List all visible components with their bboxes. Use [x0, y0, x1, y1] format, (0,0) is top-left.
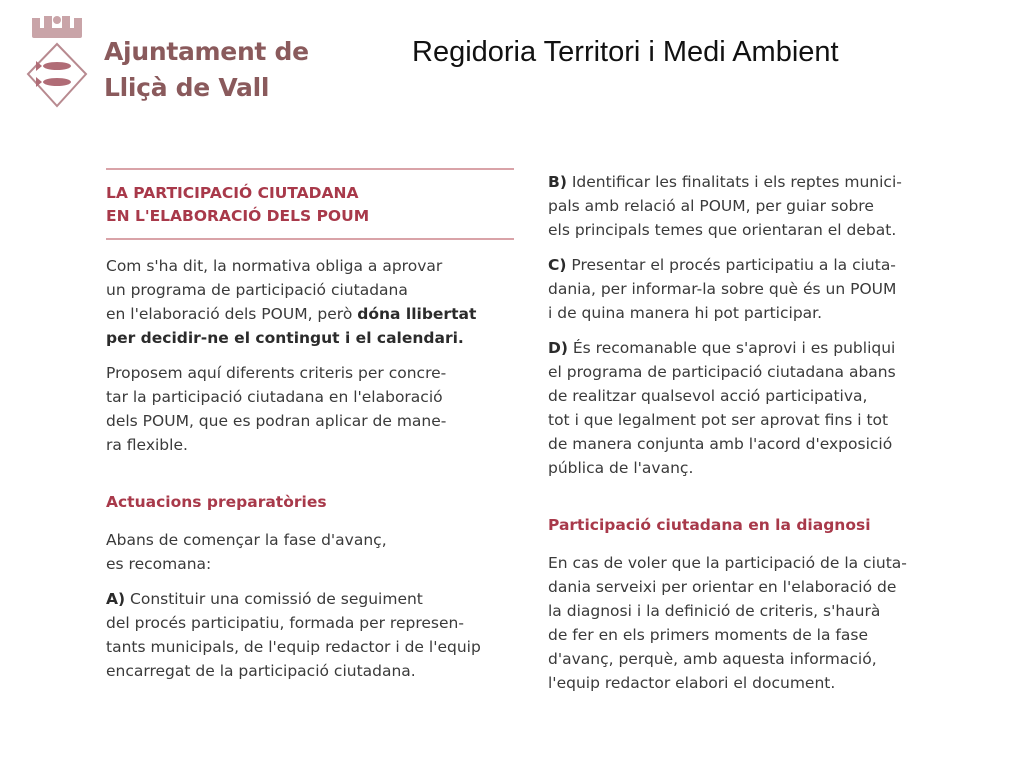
text-bold: dóna llibertat: [357, 305, 477, 323]
text-run: en l'elaboració dels POUM, però: [106, 305, 358, 323]
brand-line-1: Ajuntament de: [104, 37, 309, 66]
text-line: un programa de participació ciutadana: [106, 281, 408, 299]
text-line: de manera conjunta amb l'acord d'exposició: [548, 435, 893, 453]
paragraph-e: [548, 551, 968, 695]
heading-line-2: EN L'ELABORACIÓ DELS POUM: [106, 207, 370, 225]
top-divider: [106, 168, 514, 170]
paragraph-before: [106, 528, 516, 576]
paragraph-intro: [106, 254, 516, 350]
text-line: dania serveixi per orientar en l'elaboració de: [548, 578, 897, 596]
coat-of-arms-logo: [22, 14, 92, 114]
text-line: el programa de participació ciutadana abans: [548, 363, 896, 381]
text-line: [106, 302, 516, 326]
subheading-preparatory: Actuacions preparatòries: [106, 493, 327, 511]
text-line: Com s'ha dit, la normativa obliga a aprovar: [106, 257, 443, 275]
text-line: pública de l'avanç.: [548, 459, 694, 477]
left-column: [106, 168, 516, 694]
text-line: pals amb relació al POUM, per guiar sobre: [548, 197, 874, 215]
text-bold-line: per decidir-ne el contingut i el calendari.: [106, 329, 464, 347]
paragraph-d: [548, 336, 968, 480]
text-line: ra flexible.: [106, 436, 188, 454]
text-line: [548, 170, 968, 194]
paragraph-c: [548, 253, 968, 325]
text-line: es recomana:: [106, 555, 212, 573]
text-line: de realitzar qualsevol acció participativa,: [548, 387, 868, 405]
brand-name: [104, 34, 309, 106]
text-line: la diagnosi i la definició de criteris, s'haurà: [548, 602, 881, 620]
right-column: [548, 170, 968, 706]
text-line: tar la participació ciutadana en l'elaboració: [106, 388, 443, 406]
text-run: Constituir una comissió de seguiment: [125, 590, 423, 608]
subheading-diagnosis: Participació ciutadana en la diagnosi: [548, 516, 871, 534]
page-title: Regidoria Territori i Medi Ambient: [412, 36, 839, 68]
heading-line-1: LA PARTICIPACIÓ CIUTADANA: [106, 184, 359, 202]
text-line: [106, 587, 516, 611]
text-line: dels POUM, que es podran aplicar de mane-: [106, 412, 447, 430]
brand-line-2: Lliçà de Vall: [104, 73, 270, 102]
text-line: del procés participatiu, formada per represen-: [106, 614, 464, 632]
text-line: d'avanç, perquè, amb aquesta informació,: [548, 650, 877, 668]
text-line: dania, per informar-la sobre què és un POUM: [548, 280, 897, 298]
text-line: i de quina manera hi pot participar.: [548, 304, 823, 322]
item-label: B): [548, 173, 567, 191]
text-line: tot i que legalment pot ser aprovat fins i tot: [548, 411, 889, 429]
item-label: D): [548, 339, 568, 357]
text-run: Presentar el procés participatiu a la ciuta-: [566, 256, 896, 274]
text-line: tants municipals, de l'equip redactor i de l'equip: [106, 638, 481, 656]
text-line: [548, 336, 968, 360]
text-line: de fer en els primers moments de la fase: [548, 626, 868, 644]
heading-divider: [106, 238, 514, 240]
text-line: En cas de voler que la participació de la ciuta-: [548, 554, 907, 572]
text-line: [548, 253, 968, 277]
item-label: A): [106, 590, 126, 608]
text-line: Proposem aquí diferents criteris per concre-: [106, 364, 447, 382]
item-label: C): [548, 256, 567, 274]
paragraph-criteria: [106, 361, 516, 457]
paragraph-a: [106, 587, 516, 683]
text-line: l'equip redactor elabori el document.: [548, 674, 836, 692]
text-line: Abans de començar la fase d'avanç,: [106, 531, 387, 549]
text-run: És recomanable que s'aprovi i es publiqui: [567, 339, 896, 357]
text-line: encarregat de la participació ciutadana.: [106, 662, 416, 680]
text-line: els principals temes que orientaran el debat.: [548, 221, 897, 239]
paragraph-b: [548, 170, 968, 242]
text-run: Identificar les finalitats i els reptes munici-: [566, 173, 902, 191]
section-heading: [106, 182, 516, 228]
